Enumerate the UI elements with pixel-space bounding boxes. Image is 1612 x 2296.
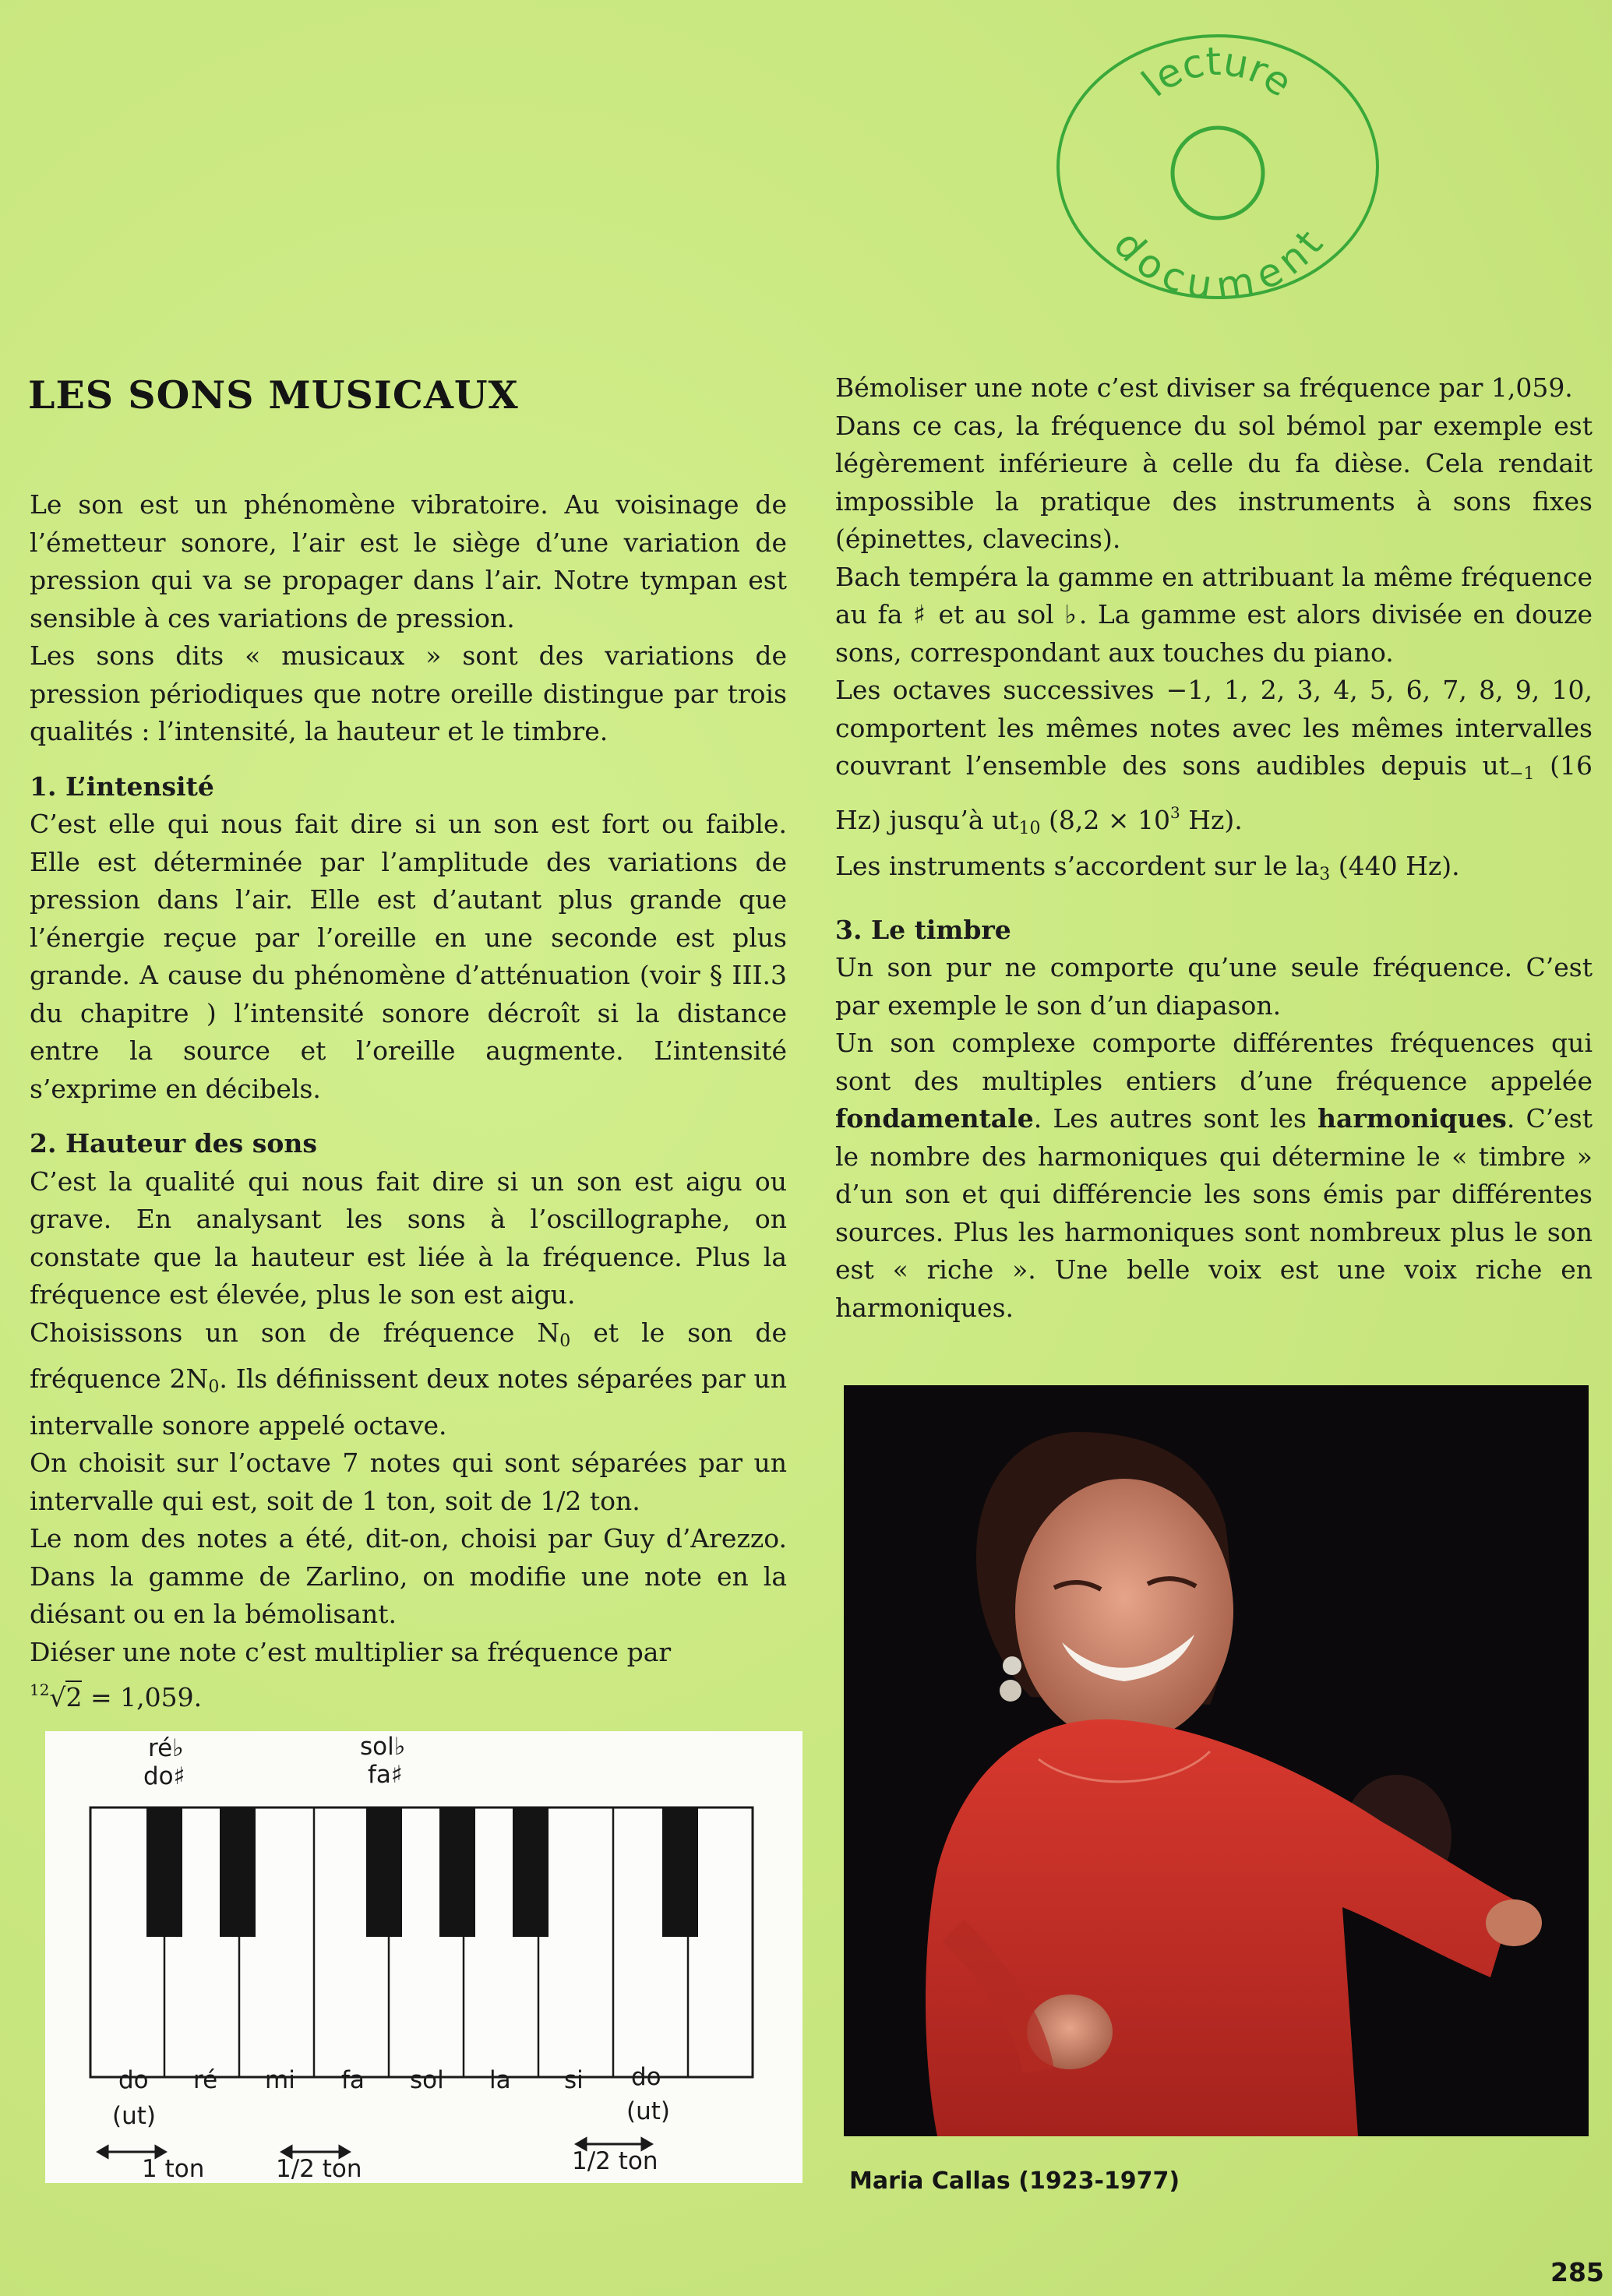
section-1-heading: 1. L’intensité [30, 771, 214, 802]
text-run: . C’est le nombre des harmoniques qui détermine le « timbre » d’un son et qui différencie les sons émis par différentes sources. Plus les harmoniques sont nombreux plus le son est « riche ». Une belle voix est une voix riche en harmoniques. [835, 1103, 1593, 1323]
black-key [366, 1808, 402, 1937]
text-run: Hz). [1180, 804, 1243, 835]
svg-text:document [1105, 221, 1332, 302]
root-value: 2 [65, 1682, 83, 1712]
section-2-paragraph-1: C’est la qualité qui nous fait dire si un son est aigu ou grave. En analysant les sons à l’oscillographe, on constate que la hauteur est liée à la fréquence. Plus la fréquence est élevée, plus le son est aigu. [30, 1166, 787, 1310]
piano-keys [45, 1731, 802, 2183]
interval-label-half-ton-2: 1/2 ton [572, 2147, 658, 2175]
text-run: et le son de fréquence 2N [30, 1317, 787, 1394]
section-2-paragraph-5: Diéser une note c’est multiplier sa fréquence par [30, 1636, 672, 1667]
arrow-head [98, 2146, 108, 2157]
root-formula: $^{12}$√2 = 1,059. [30, 1681, 203, 1712]
photo-illustration [844, 1385, 1589, 2136]
page-number: 285 [1550, 2257, 1604, 2287]
black-key [662, 1808, 698, 1937]
stamp-top-word: lecture [1133, 38, 1301, 106]
interval-label-1-ton: 1 ton [142, 2155, 205, 2183]
label-fa-sharp: fa♯ [368, 1761, 403, 1789]
subscript: 0 [559, 1331, 571, 1351]
section-3-heading: 3. Le timbre [835, 914, 1011, 945]
right-paragraph-5 [835, 848, 1593, 894]
intro-paragraph-2: Les sons dits « musicaux » sont des variations de pression périodiques que notre oreille distingue par trois qualités : l’intensité, la hauteur et le timbre. [30, 640, 787, 746]
lecture-document-stamp [1054, 33, 1381, 302]
text-run: (16 Hz) jusqu’à ut [835, 750, 1593, 835]
svg-text:lecture [1134, 39, 1300, 106]
text-run: (440 Hz). [1330, 851, 1460, 881]
note-do: do [118, 2066, 149, 2094]
maria-callas-photo [844, 1385, 1589, 2136]
right-paragraph-2: Dans ce cas, la fréquence du sol bémol par exemple est légèrement inférieure à celle du fa dièse. Cela rendait impossible la pratique des instruments à sons fixes (épinettes, clavecins). [835, 410, 1593, 554]
right-paragraph-3: Bach tempéra la gamme en attribuant la même fréquence au fa ♯ et au sol ♭. La gamme est alors divisée en douze sons, correspondant aux touches du piano. [835, 561, 1593, 668]
interval-label-half-ton-1: 1/2 ton [276, 2155, 362, 2183]
note-la: la [489, 2066, 511, 2094]
black-key [513, 1808, 549, 1937]
intro-paragraph-1: Le son est un phénomène vibratoire. Au voisinage de l’émetteur sonore, l’air est le siège d’une variation de pression qui va se propager dans l’air. Notre tympan est sensible à ces variations de pression. [30, 489, 787, 633]
section-2-paragraph-3: On choisit sur l’octave 7 notes qui sont séparées par un intervalle qui est, soit de 1 ton, soit de 1/2 ton. [30, 1448, 787, 1516]
right-paragraph-4 [835, 672, 1593, 848]
term-harmoniques: harmoniques [1317, 1103, 1507, 1134]
note-ut-right: (ut) [626, 2097, 670, 2125]
note-re: ré [193, 2066, 218, 2094]
term-fondamentale: fondamentale [835, 1103, 1034, 1134]
text-run: Choisissons un son de fréquence N [30, 1317, 560, 1348]
subscript: 0 [208, 1377, 220, 1397]
section-2-paragraph-2 [30, 1314, 787, 1445]
subscript: 3 [1319, 865, 1331, 884]
text-run: . Ils définissent deux notes séparées par un intervalle sonore appelé octave. [30, 1363, 787, 1441]
right-paragraph-1: Bémoliser une note c’est diviser sa fréquence par 1,059. [835, 372, 1573, 403]
root-result: = 1,059. [82, 1682, 203, 1712]
page-title: LES SONS MUSICAUX [28, 372, 519, 418]
text-run: Les instruments s’accordent sur le la [835, 851, 1320, 881]
note-si: si [564, 2066, 584, 2094]
subscript: −1 [1509, 764, 1535, 784]
text-run: Un son complexe comporte différentes fréquences qui sont des multiples entiers d’une fréquence appelée [835, 1028, 1593, 1096]
label-sol-flat: sol♭ [360, 1733, 406, 1761]
photo-caption: Maria Callas (1923-1977) [849, 2167, 1180, 2195]
note-ut-left: (ut) [112, 2102, 156, 2130]
note-do-high: do [631, 2063, 661, 2091]
stamp-bottom-word: document [1105, 221, 1332, 302]
superscript: 3 [1169, 802, 1180, 822]
section-3-paragraph-1: Un son pur ne comporte qu’une seule fréquence. C’est par exemple le son d’un diapason. [835, 952, 1593, 1021]
black-key [146, 1808, 182, 1937]
left-column [30, 486, 787, 1717]
label-do-sharp: do♯ [143, 1762, 185, 1790]
subscript: 10 [1018, 818, 1041, 838]
note-sol: sol [410, 2066, 444, 2094]
text-run: Les octaves successives −1, 1, 2, 3, 4, 5, 6, 7, 8, 9, 10, comportent les mêmes notes avec les mêmes intervalles couvrant l’ensemble des sons audibles depuis ut [835, 675, 1593, 781]
note-fa: fa [341, 2066, 365, 2094]
section-2-heading: 2. Hauteur des sons [30, 1128, 317, 1159]
piano-keyboard-figure [45, 1731, 802, 2183]
text-run: . Les autres sont les [1033, 1103, 1318, 1134]
right-column [835, 369, 1593, 1327]
section-3-paragraph-2 [835, 1025, 1593, 1327]
black-key [220, 1808, 256, 1937]
black-key [439, 1808, 475, 1937]
section-2-paragraph-4: Le nom des notes a été, dit-on, choisi par Guy d’Arezzo. Dans la gamme de Zarlino, on modifie une note en la diésant ou en la bémolisant. [30, 1523, 787, 1629]
root-index: 12 [30, 1681, 50, 1699]
white-keys-frame [90, 1808, 753, 2077]
note-mi: mi [265, 2066, 295, 2094]
label-re-flat: ré♭ [148, 1734, 184, 1762]
text-run: (8,2 × 10 [1040, 804, 1170, 835]
section-1-text: C’est elle qui nous fait dire si un son est fort ou faible. Elle est déterminée par l’amplitude des variations de pression dans l’air. Elle est d’autant plus grande que l’énergie reçue par l’oreille en une seconde est plus grande. A cause du phénomène d’atténuation (voir § III.3 du chapitre ) l’intensité sonore décroît si la distance entre la source et l’oreille augmente. L’intensité s’exprime en décibels. [30, 809, 787, 1104]
